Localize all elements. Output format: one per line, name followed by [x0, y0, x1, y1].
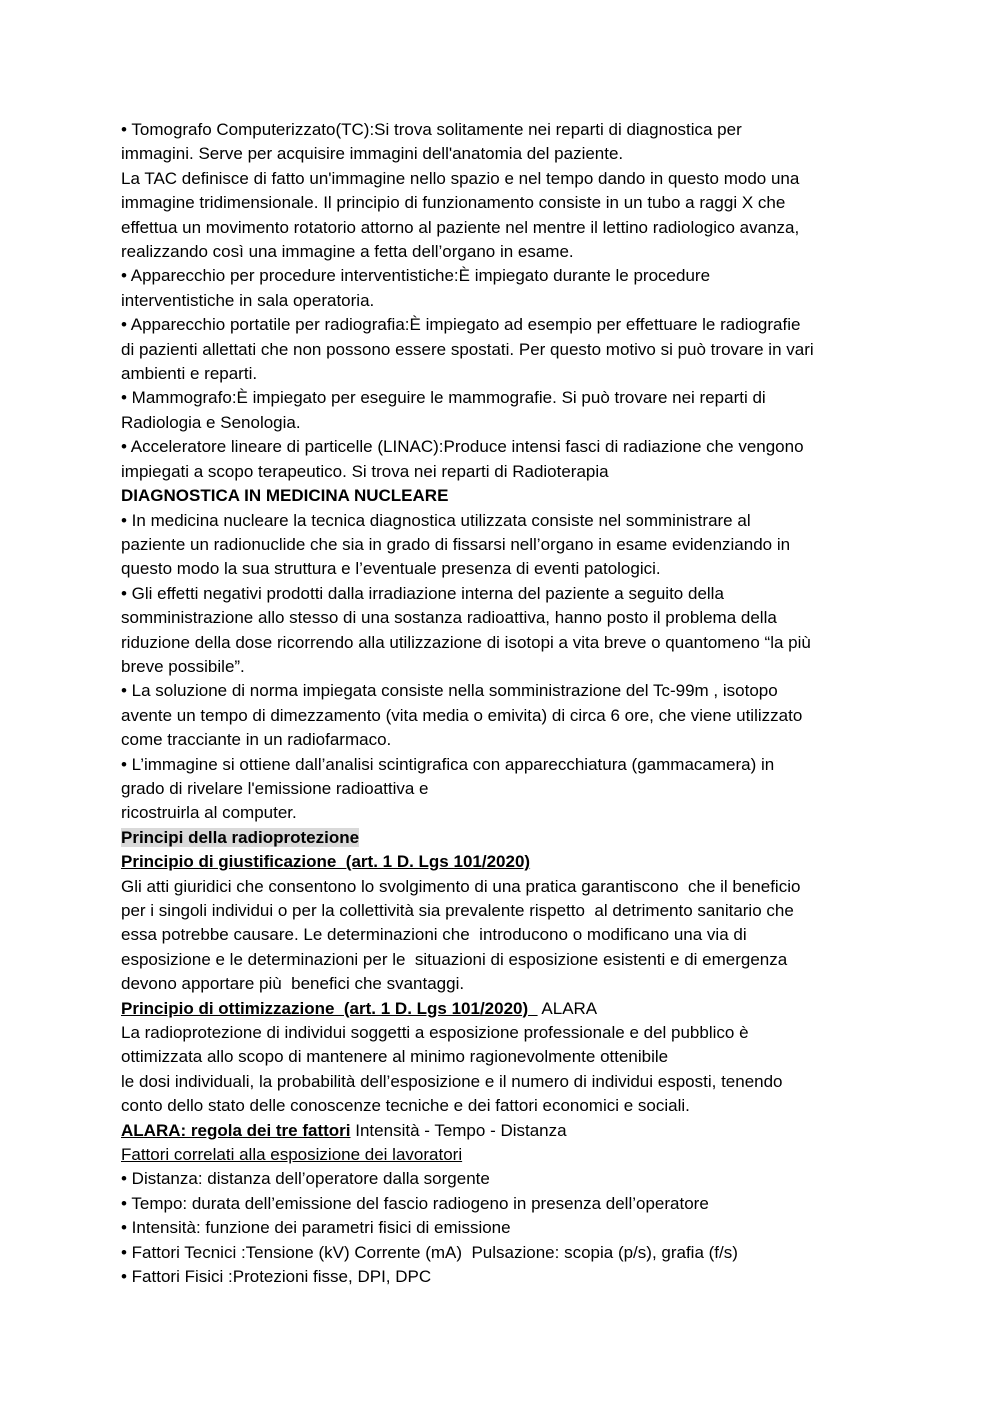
body-text: ambienti e reparti.	[121, 364, 258, 384]
text-line	[121, 411, 881, 435]
body-text: • Apparecchio portatile per radiografia:È impiegato ad esempio per effettuare le radiografie	[121, 315, 801, 335]
text-line	[121, 1119, 881, 1143]
text-line	[121, 509, 881, 533]
heading-text: Principio di ottimizzazione (art. 1 D. Lgs 101/2020)	[121, 998, 538, 1018]
text-line	[121, 777, 881, 801]
text-line	[121, 313, 881, 337]
text-line	[121, 1167, 881, 1191]
body-text: le dosi individuali, la probabilità dell’esposizione e il numero di individui esposti, tenendo	[121, 1071, 783, 1091]
body-text: somministrazione allo stesso di una sostanza radioattiva, hanno posto il problema della	[121, 608, 777, 628]
body-text: devono apportare più benefici che svantaggi.	[121, 974, 465, 994]
text-line	[121, 704, 881, 728]
heading-text: ALARA: regola dei tre fattori	[121, 1120, 351, 1140]
body-text: Gli atti giuridici che consentono lo svolgimento di una pratica garantiscono che il beneficio	[121, 876, 801, 896]
body-text: grado di rivelare l'emissione radioattiva e	[121, 778, 429, 798]
text-line	[121, 753, 881, 777]
body-text: immagine tridimensionale. Il principio di funzionamento consiste in un tubo a raggi X che	[121, 193, 786, 213]
text-line	[121, 216, 881, 240]
body-text: questo modo la sua struttura e l’eventuale presenza di eventi patologici.	[121, 559, 661, 579]
body-text: interventistiche in sala operatoria.	[121, 290, 375, 310]
text-line	[121, 850, 881, 874]
text-line	[121, 972, 881, 996]
text-line	[121, 435, 881, 459]
body-text: Intensità - Tempo - Distanza	[350, 1120, 567, 1140]
text-line	[121, 240, 881, 264]
body-text: di pazienti allettati che non possono essere spostati. Per questo motivo si può trovare in vari	[121, 339, 814, 359]
text-line	[121, 582, 881, 606]
body-text: La radioprotezione di individui soggetti a esposizione professionale e del pubblico è	[121, 1023, 749, 1043]
body-text: • Tempo: durata dell’emissione del fascio radiogeno in presenza dell’operatore	[121, 1193, 709, 1213]
text-line	[121, 899, 881, 923]
text-line	[121, 557, 881, 581]
body-text: • Intensità: funzione dei parametri fisici di emissione	[121, 1218, 511, 1238]
text-line	[121, 997, 881, 1021]
body-text: come tracciante in un radiofarmaco.	[121, 730, 392, 750]
body-text: impiegati a scopo terapeutico. Si trova nei reparti di Radioterapia	[121, 461, 609, 481]
text-line	[121, 728, 881, 752]
heading-text: Principi della radioprotezione	[121, 827, 360, 847]
text-line	[121, 875, 881, 899]
body-text: • Distanza: distanza dell’operatore dalla sorgente	[121, 1169, 490, 1189]
heading-text: DIAGNOSTICA IN MEDICINA NUCLEARE	[121, 486, 449, 506]
body-text: effettua un movimento rotatorio attorno al paziente nel mentre il lettino radiologico avanza,	[121, 217, 800, 237]
text-line	[121, 1021, 881, 1045]
body-text: paziente un radionuclide che sia in grado di fissarsi nell’organo in esame evidenziando in	[121, 534, 791, 554]
text-line	[121, 362, 881, 386]
text-line	[121, 923, 881, 947]
body-text: essa potrebbe causare. Le determinazioni che introducono o modificano una via di	[121, 925, 747, 945]
body-text: • In medicina nucleare la tecnica diagnostica utilizzata consiste nel somministrare al	[121, 510, 751, 530]
text-line	[121, 1216, 881, 1240]
text-line	[121, 679, 881, 703]
text-line	[121, 460, 881, 484]
text-line	[121, 386, 881, 410]
body-text: • Mammografo:È impiegato per eseguire le mammografie. Si può trovare nei reparti di	[121, 388, 766, 408]
text-line	[121, 826, 881, 850]
text-line	[121, 289, 881, 313]
body-text: ALARA	[537, 998, 598, 1018]
body-text: realizzando così una immagine a fetta dell’organo in esame.	[121, 242, 574, 262]
body-text: • Apparecchio per procedure interventistiche:È impiegato durante le procedure	[121, 266, 711, 286]
text-line	[121, 533, 881, 557]
text-line	[121, 118, 881, 142]
body-text: ottimizzata allo scopo di mantenere al minimo ragionevolmente ottenibile	[121, 1047, 669, 1067]
heading-text: Principio di giustificazione (art. 1 D. Lgs 101/2020)	[121, 852, 531, 872]
body-text: Radiologia e Senologia.	[121, 412, 301, 432]
body-text: Fattori correlati alla esposizione dei lavoratori	[121, 1145, 463, 1165]
text-line	[121, 1070, 881, 1094]
body-text: per i singoli individui o per la collettività sia prevalente rispetto al detrimento sanitario che	[121, 901, 794, 920]
text-line	[121, 606, 881, 630]
body-text: avente un tempo di dimezzamento (vita media o emivita) di circa 6 ore, che viene utilizzato	[121, 705, 803, 725]
text-line	[121, 1094, 881, 1118]
body-text: • Tomografo Computerizzato(TC):Si trova solitamente nei reparti di diagnostica per	[121, 120, 742, 139]
text-line	[121, 655, 881, 679]
body-text: • Fattori Tecnici :Tensione (kV) Corrente (mA) Pulsazione: scopia (p/s), grafia (f/s)	[121, 1242, 738, 1262]
body-text: riduzione della dose ricorrendo alla utilizzazione di isotopi a vita breve o quantomeno “la più	[121, 632, 811, 652]
text-line	[121, 167, 881, 191]
text-line	[121, 801, 881, 825]
body-text: • Acceleratore lineare di particelle (LINAC):Produce intensi fasci di radiazione che vengono	[121, 437, 804, 457]
text-line	[121, 1143, 881, 1167]
body-text: conto dello stato delle conoscenze tecniche e dei fattori economici e sociali.	[121, 1096, 690, 1116]
text-line	[121, 142, 881, 166]
text-line	[121, 484, 881, 508]
text-line	[121, 191, 881, 215]
body-text: ricostruirla al computer.	[121, 803, 297, 823]
body-text: breve possibile”.	[121, 656, 245, 676]
text-line	[121, 631, 881, 655]
body-text: La TAC definisce di fatto un'immagine nello spazio e nel tempo dando in questo modo una	[121, 168, 800, 188]
body-text: • Fattori Fisici :Protezioni fisse, DPI, DPC	[121, 1267, 432, 1287]
body-text: esposizione e le determinazioni per le situazioni di esposizione esistenti e di emergenza	[121, 949, 788, 969]
text-line	[121, 338, 881, 362]
body-text: • L’immagine si ottiene dall’analisi scintigrafica con apparecchiatura (gammacamera) in	[121, 754, 775, 774]
text-line	[121, 1192, 881, 1216]
text-line	[121, 1241, 881, 1265]
text-line	[121, 1045, 881, 1069]
body-text: immagini. Serve per acquisire immagini dell'anatomia del paziente.	[121, 144, 624, 164]
document-page	[121, 118, 881, 1290]
text-line	[121, 1265, 881, 1289]
body-text: • La soluzione di norma impiegata consiste nella somministrazione del Tc-99m , isotopo	[121, 681, 778, 701]
text-line	[121, 264, 881, 288]
body-text: • Gli effetti negativi prodotti dalla irradiazione interna del paziente a seguito della	[121, 583, 724, 603]
text-line	[121, 948, 881, 972]
